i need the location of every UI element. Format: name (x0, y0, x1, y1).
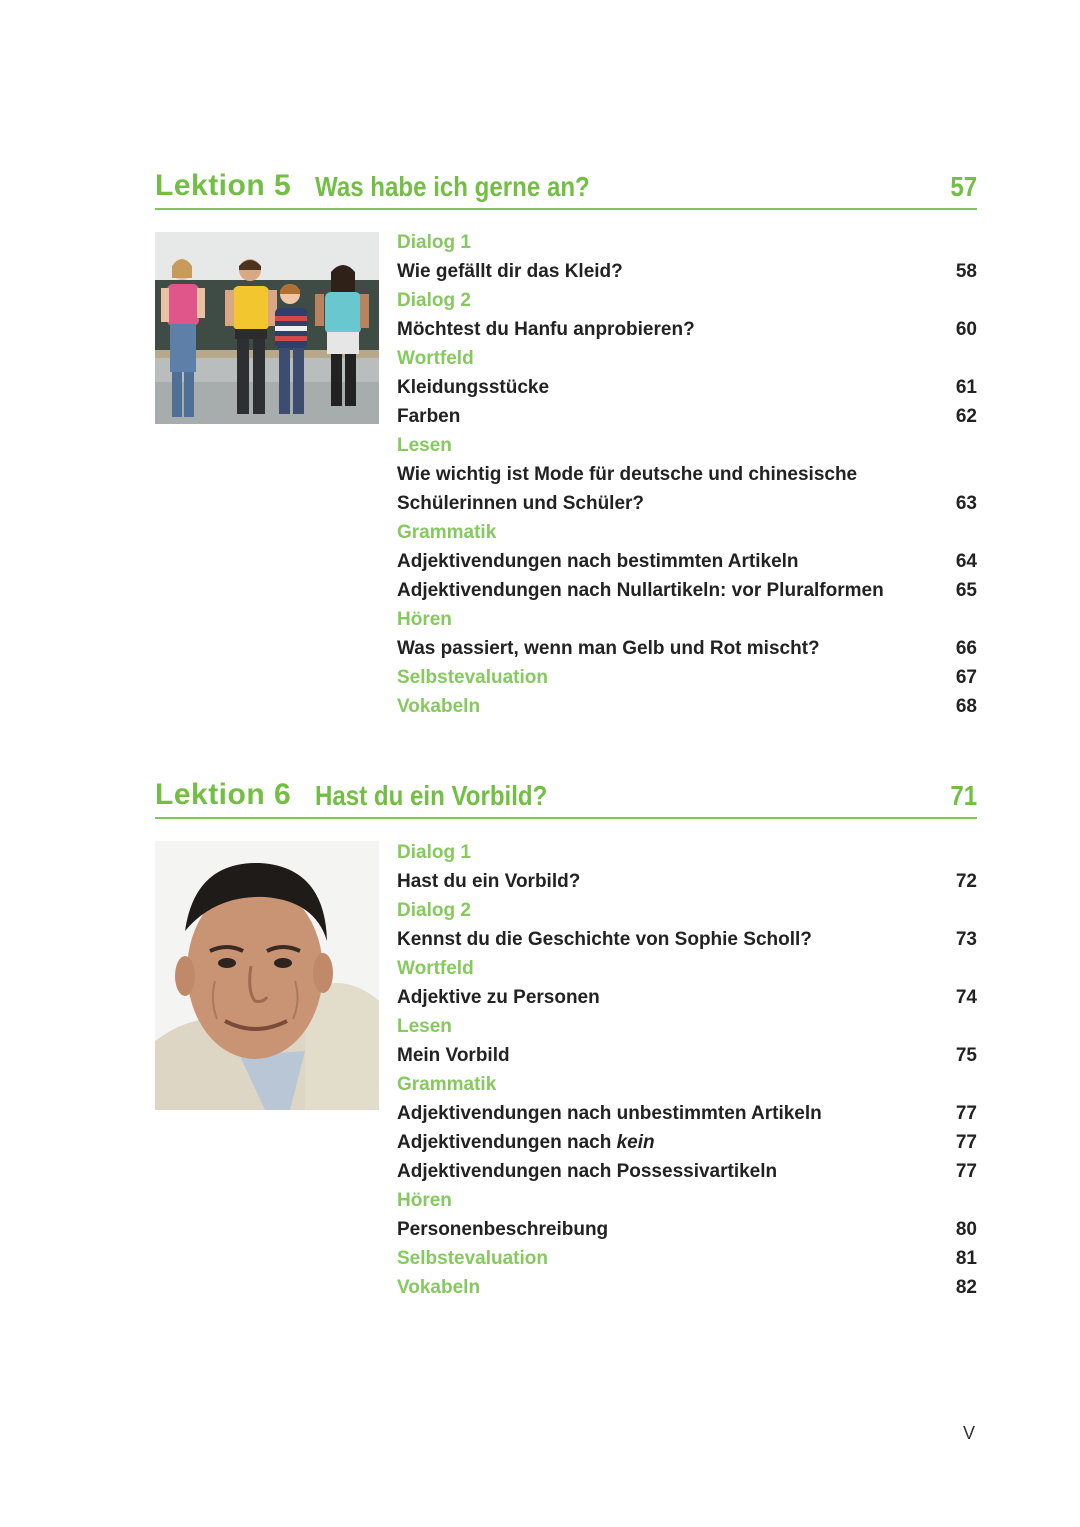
toc-row-text: Hören (397, 609, 452, 630)
toc-page-number: 77 (955, 1132, 977, 1153)
toc-entry[interactable] (397, 1157, 977, 1186)
toc-page-number: 81 (955, 1248, 977, 1269)
page-folio: V (963, 1423, 976, 1443)
toc-row-text: Vokabeln (397, 696, 481, 717)
lesson-page-number: 71 (950, 780, 977, 811)
toc-row-text: Wie gefällt dir das Kleid? (397, 261, 623, 282)
toc-section-heading[interactable] (397, 228, 977, 257)
toc-row-text: Lesen (397, 435, 452, 456)
toc-entry[interactable] (397, 489, 977, 518)
toc-page-number: 82 (955, 1277, 977, 1298)
toc-row-text: Adjektivendungen nach (397, 1132, 617, 1153)
toc-entry[interactable] (397, 983, 977, 1012)
toc-page-number: 74 (955, 987, 977, 1008)
toc-row-text: Selbstevaluation (397, 667, 548, 688)
toc-section-heading[interactable] (397, 692, 977, 721)
toc-section-heading[interactable] (397, 518, 977, 547)
toc-section-heading[interactable] (397, 896, 977, 925)
toc-row-text: Wortfeld (397, 348, 474, 369)
toc-page-number: 60 (955, 319, 977, 340)
toc-entry[interactable] (397, 547, 977, 576)
toc-entry[interactable] (397, 576, 977, 605)
toc-entry[interactable] (397, 925, 977, 954)
toc-row-text: Kleidungsstücke (397, 377, 550, 398)
toc-row-text: Dialog 1 (397, 842, 471, 863)
toc-row-text: Dialog 1 (397, 232, 471, 253)
lesson-6-photo (155, 841, 379, 1110)
toc-section-heading[interactable] (397, 286, 977, 315)
toc-entry[interactable] (397, 257, 977, 286)
toc-section-heading[interactable] (397, 954, 977, 983)
toc-section-heading[interactable] (397, 344, 977, 373)
toc-page-number: 64 (955, 551, 977, 572)
toc-entry[interactable] (397, 867, 977, 896)
toc-row-text: Was passiert, wenn man Gelb und Rot mischt? (397, 638, 820, 659)
toc-entry[interactable] (397, 1128, 977, 1157)
toc-row-text: Adjektivendungen nach unbestimmten Artikeln (397, 1103, 822, 1124)
toc-page-number: 77 (955, 1103, 977, 1124)
toc-entry[interactable] (397, 1041, 977, 1070)
toc-page-number: 77 (955, 1161, 977, 1182)
toc-row-text: Personenbeschreibung (397, 1219, 609, 1240)
toc-row-text: Hast du ein Vorbild? (397, 871, 581, 892)
toc-row-text: Adjektivendungen nach Nullartikeln: vor Pluralformen (397, 580, 884, 601)
toc-page-number: 58 (955, 261, 977, 282)
toc-section-heading[interactable] (397, 431, 977, 460)
toc-page-number: 75 (955, 1045, 977, 1066)
toc-row-text: Adjektive zu Personen (397, 987, 600, 1008)
toc-row-text: Grammatik (397, 1074, 497, 1095)
toc-entry[interactable] (397, 1099, 977, 1128)
toc-row-text: Lesen (397, 1016, 452, 1037)
lesson-5-contents (397, 228, 977, 721)
toc-entry[interactable] (397, 373, 977, 402)
lesson-5-header (155, 168, 977, 210)
toc-row-text: Wortfeld (397, 958, 474, 979)
toc-row-text: Kennst du die Geschichte von Sophie Scholl? (397, 929, 812, 950)
toc-entry[interactable] (397, 402, 977, 431)
toc-section-heading[interactable] (397, 663, 977, 692)
toc-page-number: 73 (955, 929, 977, 950)
toc-row-text: Mein Vorbild (397, 1045, 510, 1066)
toc-entry[interactable] (397, 315, 977, 344)
toc-entry[interactable] (397, 460, 977, 489)
lesson-title: Hast du ein Vorbild? (315, 780, 548, 811)
toc-section-heading[interactable] (397, 838, 977, 867)
toc-row-text: Farben (397, 406, 461, 427)
lesson-title: Was habe ich gerne an? (315, 171, 590, 202)
lesson-6-contents (397, 838, 977, 1302)
toc-page-number: 66 (955, 638, 977, 659)
toc-section-heading[interactable] (397, 1244, 977, 1273)
toc-row-text: Selbstevaluation (397, 1248, 548, 1269)
toc-section-heading[interactable] (397, 605, 977, 634)
toc-section-heading[interactable] (397, 1070, 977, 1099)
lesson-label: Lektion 5 (155, 169, 292, 202)
toc-row-text: Dialog 2 (397, 900, 471, 921)
toc-page-number: 68 (955, 696, 977, 717)
toc-page-number: 61 (955, 377, 977, 398)
lesson-label: Lektion 6 (155, 778, 292, 811)
lesson-page-number: 57 (950, 171, 977, 202)
toc-section-heading[interactable] (397, 1273, 977, 1302)
toc-page-number: 72 (955, 871, 977, 892)
toc-row-text: Adjektivendungen nach bestimmten Artikeln (397, 551, 799, 572)
toc-row-text: Möchtest du Hanfu anprobieren? (397, 319, 695, 340)
toc-page-number: 67 (955, 667, 977, 688)
toc-page-number: 65 (955, 580, 977, 601)
toc-row-text: Grammatik (397, 522, 497, 543)
toc-page-number: 63 (955, 493, 977, 514)
lesson-5-photo (155, 232, 379, 424)
toc-entry[interactable] (397, 1215, 977, 1244)
toc-row-text: Hören (397, 1190, 452, 1211)
toc-entry[interactable] (397, 634, 977, 663)
toc-row-text: Vokabeln (397, 1277, 481, 1298)
toc-row-text: Adjektivendungen nach Possessivartikeln (397, 1161, 778, 1182)
toc-row-text: Wie wichtig ist Mode für deutsche und chinesische (397, 464, 858, 485)
toc-row-emphasis: kein (616, 1132, 655, 1153)
toc-page-number: 62 (955, 406, 977, 427)
toc-row-text: Schülerinnen und Schüler? (397, 493, 645, 514)
toc-row-text: Dialog 2 (397, 290, 471, 311)
toc-section-heading[interactable] (397, 1012, 977, 1041)
toc-page-number: 80 (955, 1219, 977, 1240)
toc-section-heading[interactable] (397, 1186, 977, 1215)
lesson-6-header (155, 777, 977, 819)
